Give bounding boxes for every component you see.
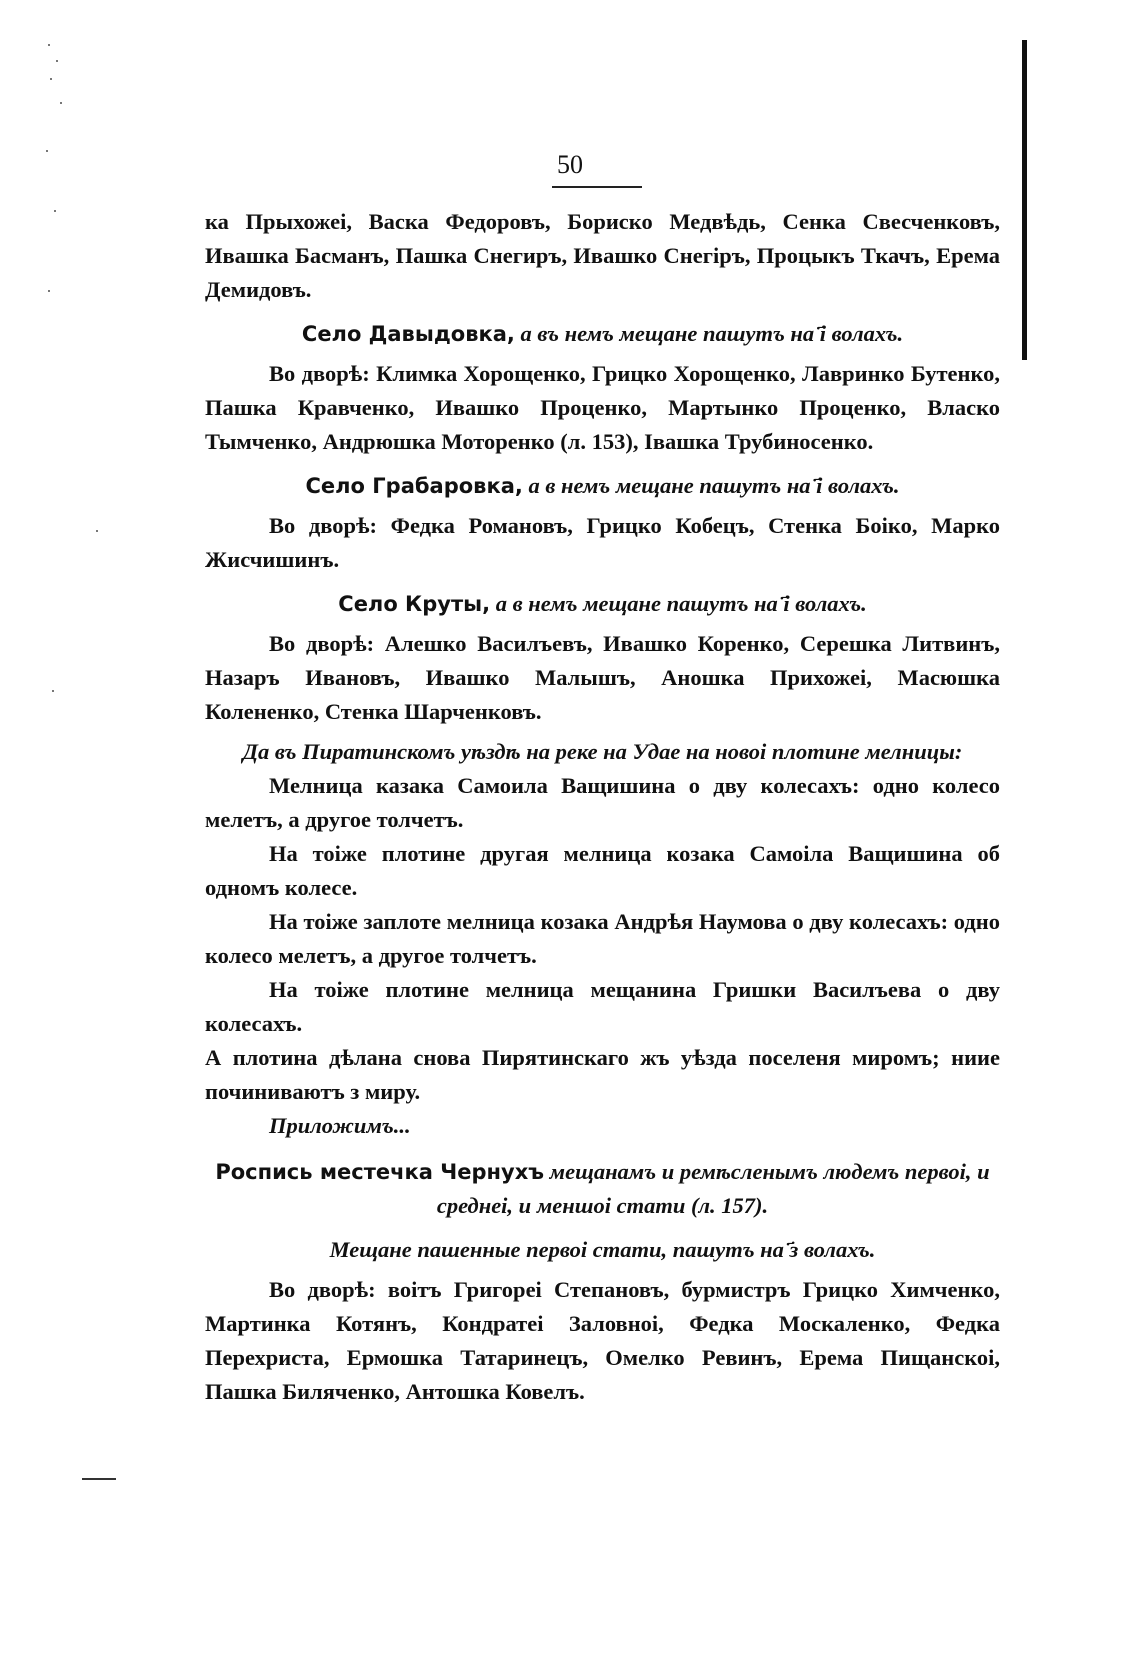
section-heading-kruty — [205, 587, 1000, 621]
town-name: Роспись местечка Чернухъ — [215, 1160, 545, 1184]
scan-speck — [48, 44, 50, 46]
paragraph: А плотина дѣлана снова Пирятинскаго жъ уѣзда поселеня миромъ; ниие починиваютъ з миру. — [205, 1045, 1000, 1104]
section-heading-grabarovka — [205, 469, 1000, 503]
scan-speck — [96, 530, 98, 532]
margin-rule-right — [1022, 40, 1027, 360]
margin-dash-left — [82, 1478, 116, 1480]
heading-rest: а в немъ мещане пашутъ на ҃і волахъ. — [495, 591, 867, 616]
paragraph: Во дворѣ: воітъ Григореі Степановъ, бурмистръ Грицко Химченко, Мартинка Котянъ, Кондратеі Заловноі, Федка Москаленко, Федка Перехриста, Ермошка Татаринецъ, Омелко Ревинъ, Ерема Пищанскоі, Пашка Биляченко, Антошка Ковелъ. — [205, 1277, 1000, 1404]
heading-rest: а въ немъ мещане пашутъ на ҃і волахъ. — [520, 321, 904, 346]
scan-speck — [56, 60, 58, 62]
paragraph: Во дворѣ: Федка Романовъ, Грицко Кобецъ, Стенка Боіко, Марко Жисчишинъ. — [205, 513, 1000, 572]
paragraph: Мелница казака Самоила Ващишина о дву колесахъ: одно колесо мелетъ, а другое толчетъ. — [205, 773, 1000, 832]
heading-rest: а в немъ мещане пашутъ на ҃і волахъ. — [528, 473, 900, 498]
paragraph: На тоіже плотине мелница мещанина Гришки Василъева о дву колесахъ. — [205, 977, 1000, 1036]
section-heading-davydovka — [205, 317, 1000, 351]
paragraph: ка Прыхожеі, Васка Федоровъ, Бориско Медвѣдь, Сенка Свесченковъ, Ивашка Басманъ, Пашка Снегиръ, Ивашко Снегіръ, Процыкъ Ткачъ, Ерема Демидовъ. — [205, 209, 1000, 302]
page-number-rule — [552, 186, 642, 188]
paragraph: Во дворѣ: Алешко Василъевъ, Ивашко Коренко, Серешка Литвинъ, Назаръ Ивановъ, Ивашко Малышъ, Аношка Прихожеі, Масюшка Колененко, Стенка Шарченковъ. — [205, 631, 1000, 724]
mill-section-title: Да въ Пиратинскомъ уѣздѣ на реке на Удае на новоі плотине мелницы: — [242, 739, 963, 764]
roster-rest: мещанамъ и ремѣсленымъ людемъ первоі, и среднеі, и меншоі стати (л. 157). — [436, 1159, 990, 1218]
paragraph: Во дворѣ: Климка Хорощенко, Грицко Хорощенко, Лавринко Бутенко, Пашка Кравченко, Ивашко Проценко, Мартынко Проценко, Власко Тымченко, Андрюшка Моторенко (л. 153), Івашка Трубиносенко. — [205, 361, 1000, 454]
scan-speck — [54, 210, 56, 212]
paragraph: На тоіже плотине другая мелница козака Самоіла Ващишина об одномъ колесе. — [205, 841, 1000, 900]
page-text — [205, 205, 1000, 1409]
scan-speck — [48, 290, 50, 292]
village-name: Село Давыдовка, — [301, 322, 515, 346]
village-name: Село Грабаровка, — [305, 474, 523, 498]
village-name: Село Круты, — [338, 592, 491, 616]
paragraph: На тоіже заплоте мелница козака Андрѣя Наумова о дву колесахъ: одно колесо мелетъ, а другое толчетъ. — [205, 909, 1000, 968]
scan-speck — [52, 690, 54, 692]
scan-speck — [50, 78, 52, 80]
paragraph-closing: Приложимъ... — [269, 1113, 411, 1138]
roster-subheading: Мещане пашенные первоі стати, пашутъ на ҃з волахъ. — [329, 1237, 876, 1262]
roster-title — [205, 1155, 1000, 1223]
page-number: 50 — [557, 150, 583, 179]
scan-speck — [60, 102, 62, 104]
